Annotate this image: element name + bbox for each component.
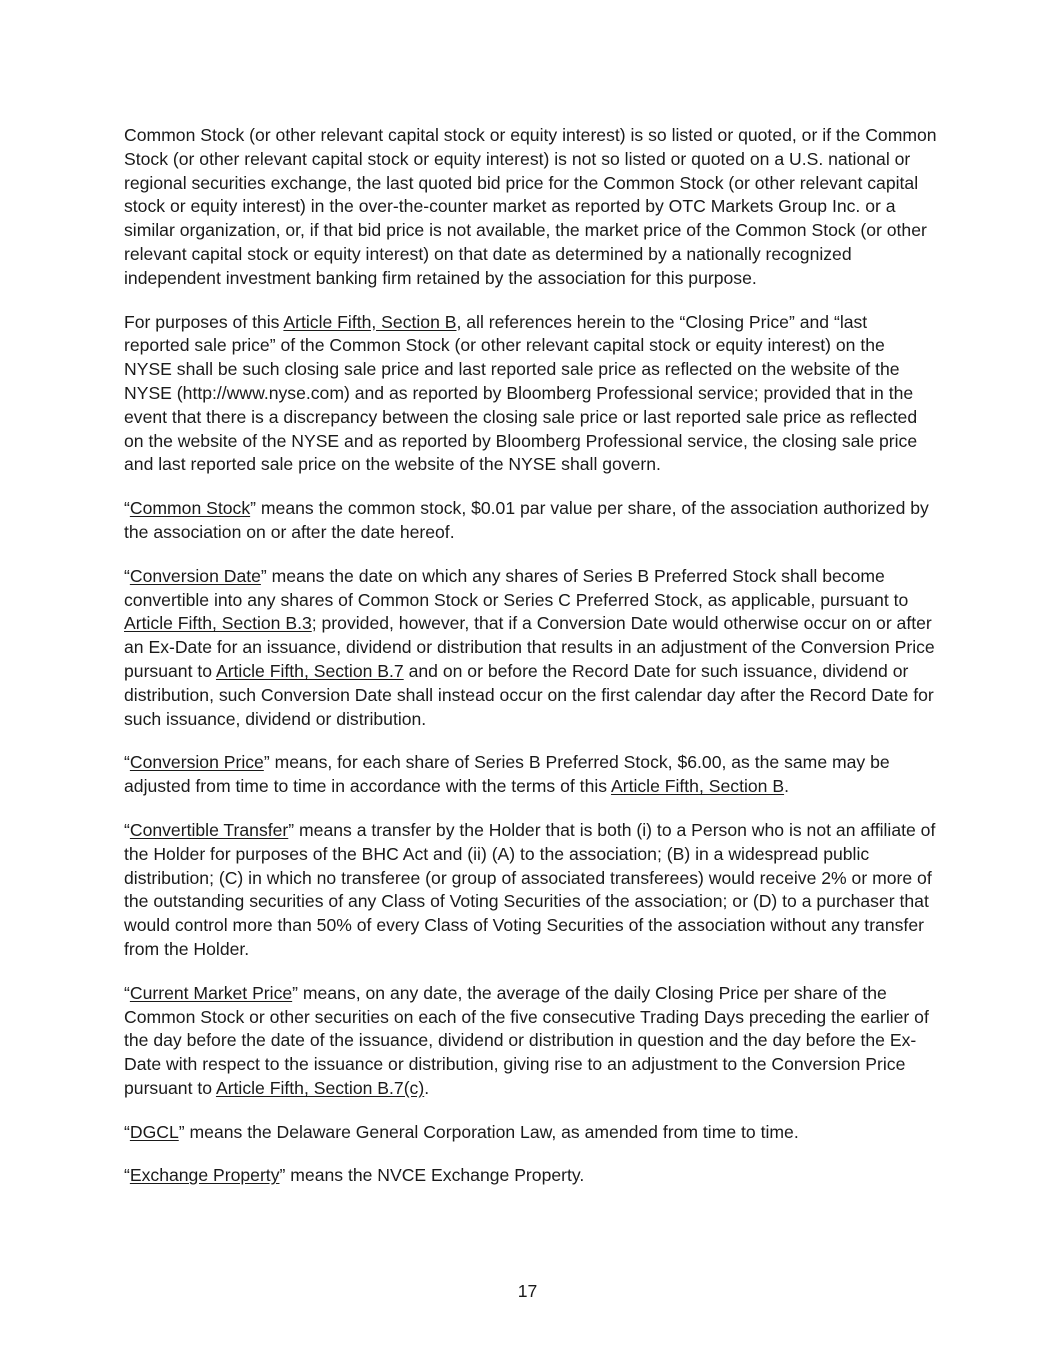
cross-reference-term: Article Fifth, Section B <box>610 776 785 797</box>
paragraph-p6 <box>124 819 937 962</box>
text-run: ” means the NVCE Exchange Property. <box>279 1165 585 1186</box>
cross-reference-term: DGCL <box>129 1121 179 1142</box>
text-run: “ <box>124 1121 130 1142</box>
text-run: . <box>784 776 789 797</box>
text-run: ” means a transfer by the Holder that is both (i) to a Person who is not an affiliate of the Holder for purposes of the BHC Act and (ii) (A) to the association; (B) in a widespread public distribution; (C) in which no transferee (or group of associated transferees) would receive 2% or more of the outstanding securities of any Class of Voting Securities of the association; or (D) to a purchaser that would control more than 50% of every Class of Voting Securities of the association without any transfer from the Holder. <box>124 819 936 959</box>
text-run: ” means the date on which any shares of Series B Preferred Stock shall become convertible into any shares of Common Stock or Series C Preferred Stock, as applicable, pursuant to <box>124 565 909 610</box>
text-run: , all references herein to the “Closing Price” and “last reported sale price” of the Common Stock (or other relevant capital stock or equity interest) on the NYSE shall be such closing sale price and last reported sale price as reflected on the website of the NYSE (http://www.nyse.com) and as reported by Bloomberg Professional service; provided that in the event that there is a discrepancy between the closing sale price or last reported sale price as reflected on the website of the NYSE and as reported by Bloomberg Professional service, the closing sale price and last reported sale price on the website of the NYSE shall govern. <box>124 311 918 475</box>
text-run: “ <box>124 565 130 586</box>
text-run: “ <box>124 752 130 773</box>
text-run: “ <box>124 819 130 840</box>
cross-reference-term: Article Fifth, Section B <box>283 311 457 332</box>
cross-reference-term: Convertible Transfer <box>129 819 289 840</box>
text-run: . <box>424 1077 430 1098</box>
text-run: ” means the Delaware General Corporation Law, as amended from time to time. <box>178 1121 799 1142</box>
text-run: “ <box>124 1165 130 1186</box>
document-body <box>124 124 937 1188</box>
paragraph-p3 <box>124 497 937 545</box>
paragraph-p5 <box>124 751 937 799</box>
paragraph-p8 <box>124 1121 937 1145</box>
text-run: ” means the common stock, $0.01 par value per share, of the association authorized by the association on or after the date hereof. <box>124 498 929 542</box>
paragraph-p4 <box>124 565 937 732</box>
cross-reference-term: Exchange Property <box>129 1165 280 1186</box>
text-run: For purposes of this <box>124 311 284 332</box>
text-run: and on or before the Record Date for such issuance, dividend or distribution, such Conversion Date shall instead occur on the first calendar day after the Record Date for such issuance, dividend or distribution. <box>124 660 934 729</box>
page-number: 17 <box>517 1281 538 1301</box>
text-run: Common Stock (or other relevant capital stock or equity interest) is so listed or quoted, or if the Common Stock (or other relevant capital stock or equity interest) is not so listed or quoted on a U.S. national or regional securities exchange, the last quoted bid price for the Common Stock (or other relevant capital stock or equity interest) in the over-the-counter market as reported by OTC Markets Group Inc. or a similar organization, or, if that bid price is not available, the market price of the Common Stock (or other relevant capital stock or equity interest) on that date as determined by a nationally recognized independent investment banking firm retained by the association for this purpose. <box>124 125 937 288</box>
cross-reference-term: Article Fifth, Section B.7 <box>215 660 404 681</box>
cross-reference-term: Article Fifth, Section B.7(c) <box>215 1077 425 1098</box>
text-run: ” means, on any date, the average of the daily Closing Price per share of the Common Stock or other securities on each of the five consecutive Trading Days preceding the earlier of the day before the date of the issuance, dividend or distribution in question and the day before the Ex-Date with respect to the issuance or distribution, giving rise to an adjustment to the Conversion Price pursuant to <box>124 982 929 1098</box>
text-run: “ <box>124 982 130 1003</box>
paragraph-p7 <box>124 982 937 1101</box>
cross-reference-term: Conversion Date <box>129 565 261 586</box>
cross-reference-term: Current Market Price <box>129 982 293 1003</box>
text-run: ; provided, however, that if a Conversion Date would otherwise occur on or after an Ex-Date for an issuance, dividend or distribution that results in an adjustment of the Conversion Price pursuant to <box>124 613 935 681</box>
cross-reference-term: Common Stock <box>129 498 251 519</box>
cross-reference-term: Conversion Price <box>129 752 264 773</box>
paragraph-p9 <box>124 1164 937 1188</box>
paragraph-p1 <box>124 124 937 291</box>
text-run: “ <box>124 498 130 519</box>
cross-reference-term: Article Fifth, Section B.3 <box>124 613 312 634</box>
paragraph-p2 <box>124 311 937 478</box>
text-run: ” means, for each share of Series B Preferred Stock, $6.00, as the same may be adjusted from time to time in accordance with the terms of this <box>124 752 890 797</box>
